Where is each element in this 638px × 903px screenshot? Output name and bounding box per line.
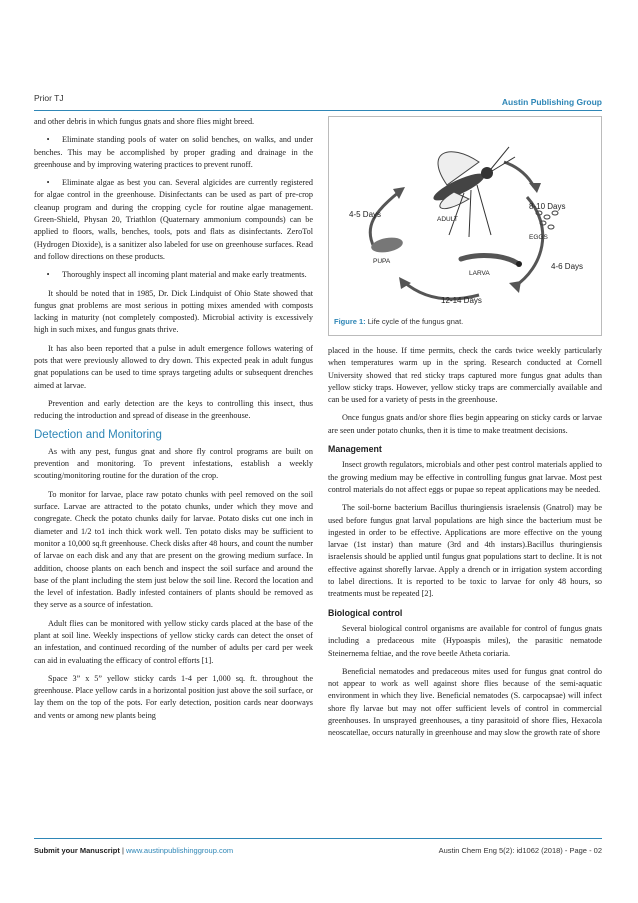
bullet-icon: • [46,270,50,280]
paragraph: Space 3” x 5” yellow sticky cards 1-4 per 1,000 sq. ft. throughout the greenhouse. Place yellow cards in a horizontal position just above the soil surface, or lay them on the top of the pots. For early detection, position cards near doorways and vents or among new plants being [34,673,313,720]
paragraph: Prevention and early detection are the keys to controlling this insect, thus reducing the introduction and spread of disease in the greenhouse. [34,398,313,421]
figure-caption: Figure 1: Life cycle of the fungus gnat. [334,317,464,326]
adult-fly-illustration [431,147,515,237]
paragraph: To monitor for larvae, place raw potato chunks with peel removed on the soil surface. Larvae are attracted to the potato chunks, under which they move and congregate. Check the potato chunks daily for larvae. Potato disks cut one inch in diameter and 1/2 to1 inch thick work well. Ten potato disks may be sufficient to monitor a 10,000 sq.ft greenhouse. Check disks after 48 hours, and count the number of larvae on each disk and any that are present on the growing medium surface. In addition, choose plants on each bench and inspect the soil surface and around the base of the plant including the stem just below the soil line. Record the location and the level of infestation. Badly infested containers of plants should be removed as they serve as a source of infestation. [34,489,313,610]
bullet-item: • Eliminate standing pools of water on solid benches, on walks, and under benches. This may be accomplished by proper grading and drainage in the greenhouse and by improving watering practices to prevent runoff. [34,135,313,169]
label-4-5-days: 4-5 Days [349,210,382,219]
label-12-14-days: 12-14 Days [441,296,482,305]
bullet-icon: • [46,135,50,145]
footer-citation: Austin Chem Eng 5(2): id1062 (2018) - Page - 02 [438,846,602,855]
footer-submit [34,846,233,855]
subsection-heading: Biological control [328,607,403,618]
paragraph: It has also been reported that a pulse in adult emergence follows watering of pots that were previously allowed to dry down. This expected peak in adult fungus gnat populations can be used to time sprays targeting adults or subsequent drenches aimed at larvae. [34,343,313,390]
larva-illustration [461,256,522,267]
paragraph: and other debris in which fungus gnats and shore flies might breed. [34,117,255,126]
label-4-6-days: 4-6 Days [551,262,584,271]
label-eggs: EGGS [529,234,548,241]
subsection-heading: Management [328,444,382,455]
paragraph: placed in the house. If time permits, check the cards twice weekly particularly when temperatures warm up in the spring. Research conducted at Cornell University showed that red sticky traps captured more fungus gnat adults than yellow sticky traps. However, yellow sticky traps are commercially available and can be used for a variety of pests in the greenhouse. [328,346,602,405]
bullet-item: • Thoroughly inspect all incoming plant material and make early treatments. [34,269,313,281]
header-divider [34,110,602,111]
paragraph: It should be noted that in 1985, Dr. Dick Lindquist of Ohio State showed that fungus gnat problems are most serious in potting mixes amended with composts lacking in maturity (not completely composted). Microbial activity is excessively high in such mixes, and fungus gnats thrive. [34,288,313,335]
paragraph: As with any pest, fungus gnat and shore fly control programs are built on prevention and monitoring. To prevent infestations, establish a weekly scouting/monitoring routine for the duration of the crop. [34,446,313,481]
paragraph: Once fungus gnats and/or shore flies begin appearing on sticky cards or larvae are seen under potato chunks, then it is time to make treatment decisions. [328,413,602,435]
bullet-item: • Eliminate algae as best you can. Several algicides are currently registered for algae control in the greenhouse. Disinfectants can be used as part of pre-crop cleanup program and during the cropping cycle for routine algae management. Green-Shield, Physan 20, Triathlon (Quaternary ammonium compounds) can be applied to floors, walls, benches, tools, pots and flats as disinfectants. ZeroTol (Hydrogen Dioxide), is a sanitizer also labeled for use on greenhouse surfaces. Read and follow directions on these products. [34,178,313,261]
pupa-illustration [370,235,404,254]
life-cycle-diagram [329,117,601,315]
figure [328,116,602,336]
paragraph: Insect growth regulators, microbials and other pest control materials applied to the growing medium may be effective in controlling fungus gnat larvae. Most pest control materials do not affect eggs or pupae so repeat applications may be needed. [328,460,602,494]
label-pupa: PUPA [373,258,391,265]
publisher-url-link[interactable]: www.austinpublishinggroup.com [125,846,234,855]
header-publisher: Austin Publishing Group [501,97,602,107]
submit-manuscript-label: Submit your Manuscript [34,846,120,855]
section-heading: Detection and Monitoring [34,428,162,441]
footer-divider [34,838,602,839]
header-author: Prior TJ [34,93,64,103]
paragraph: Adult flies can be monitored with yellow sticky cards placed at the base of the plant at soil line. Weekly inspections of yellow sticky cards can detect the onset of an infestation, and continued recording of the number of adults per card per week can aid in evaluating the efficacy of control efforts [1]. [34,618,313,665]
paragraph: The soil-borne bacterium Bacillus thuringiensis israelensis (Gnatrol) may be used before fungus gnat larval populations are high since the bacterium must be ingested in order to be effective. Applications are more effective on the young larvae (1st instar) than mature (3rd and 4th instars).Bacillus thuringiensis israelensis should be applied until fungus gnat populations start to decline. It is not effective against shorefly larvae. Apply a drench or in irrigation system according to label directions. It is reported to be toxic to larvae for only 48 hours, so treatments must be repeated [2]. [328,503,602,599]
bullet-icon: • [46,178,50,188]
label-8-10-days: 8-10 Days [529,202,566,211]
left-column [34,116,313,728]
right-column [328,345,602,746]
paragraph: Beneficial nematodes and predaceous mites used for fungus gnat control do not appear to work as well against shore flies because of the semi-aquatic environment in which they live. Beneficial nematodes (S. carpocapsae) will infect shore fly larvae but may not offer sufficient levels of control in commercial greenhouses. In unsprayed greenhouses, a tiny parasitoid of shore flies, Hexacola neoscatellae, occurs naturally in greenhouse and may slow the growth rate of shore [328,666,602,738]
label-adult: ADULT [437,216,458,223]
footer-separator: | [121,846,124,855]
label-larva: LARVA [469,270,490,277]
paragraph: Several biological control organisms are available for control of fungus gnats including a predaceous mite (Hypoaspis miles), the parasitic nematode Steinernema feltiae, and the rove beetle Atheta coriaria. [328,623,602,658]
